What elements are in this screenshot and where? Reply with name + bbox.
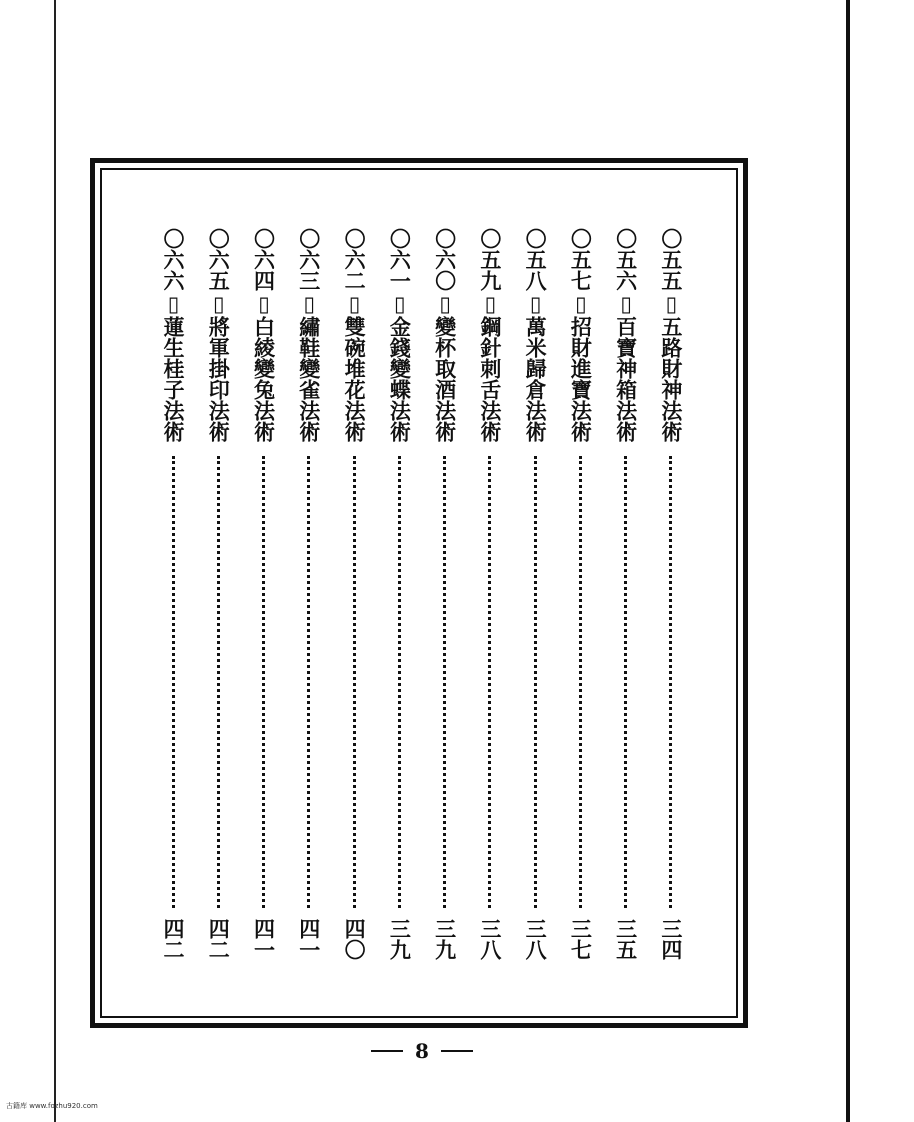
dot-leader (669, 456, 672, 908)
dot-leader (579, 456, 582, 908)
watermark: 古籍库 www.fozhu920.com (6, 1102, 98, 1110)
toc-entry-number: 〇五六 (613, 228, 639, 291)
toc-entry (200, 228, 236, 968)
toc-entry-number: 〇六〇 (432, 228, 458, 291)
dot-leader (172, 456, 175, 908)
dot-leader (443, 456, 446, 908)
page-number-dash-right (441, 1050, 473, 1052)
page-number-dash-left (371, 1050, 403, 1052)
dot-leader (398, 456, 401, 908)
toc-entry-title: 〇五八▯萬米歸倉法術 (523, 228, 549, 442)
toc-entry-page: 三九 (432, 918, 458, 960)
toc-entry-page: 四〇 (342, 918, 368, 960)
toc-entry-number: 〇六二 (342, 228, 368, 291)
toc-entry-label: 變杯取酒法術 (432, 316, 458, 442)
dot-leader (534, 456, 537, 908)
dot-leader (262, 456, 265, 908)
toc-entry (562, 228, 598, 968)
toc-entry-number: 〇六五 (206, 228, 232, 291)
toc-entry-label: 五路財神法術 (658, 316, 684, 442)
toc-entry-title: 〇六三▯繡鞋變雀法術 (296, 228, 322, 442)
toc-entry-title: 〇六六▯蓮生桂子法術 (161, 228, 186, 442)
toc-entry (291, 228, 327, 968)
toc-entry-number: 〇五七 (568, 228, 594, 291)
toc-entry-page: 三七 (568, 918, 594, 960)
toc-entry-number: 〇五九 (477, 228, 503, 291)
dot-leader (624, 456, 627, 908)
toc-entry-title: 〇六四▯白綾變兔法術 (251, 228, 277, 442)
toc-entry-number: 〇六六 (161, 228, 186, 291)
dot-leader (217, 456, 220, 908)
toc-entry-label: 招財進寶法術 (568, 316, 594, 442)
toc-entry (427, 228, 463, 968)
page-number-footer (357, 1038, 487, 1064)
toc-entry-page: 三八 (477, 918, 503, 960)
toc-entry (517, 228, 553, 968)
toc-entry-title: 〇五六▯百寶神箱法術 (613, 228, 639, 442)
dot-leader (307, 456, 310, 908)
toc-entry (381, 228, 417, 968)
toc-entry-title: 〇六五▯將軍掛印法術 (206, 228, 232, 442)
toc-entry-number: 〇五五 (658, 228, 684, 291)
toc-entry (336, 228, 372, 968)
toc-entry-title: 〇五五▯五路財神法術 (658, 228, 684, 442)
toc-entry-title: 〇六〇▯變杯取酒法術 (432, 228, 458, 442)
toc-entry-page: 四一 (251, 918, 277, 960)
toc-entry-number: 〇六一 (387, 228, 413, 291)
toc-entry-title: 〇五七▯招財進寶法術 (568, 228, 594, 442)
left-margin-rule (54, 0, 56, 1122)
toc-entry (472, 228, 508, 968)
toc-entry-label: 百寶神箱法術 (613, 316, 639, 442)
toc-entry (246, 228, 282, 968)
toc-entry-page: 三九 (387, 918, 413, 960)
toc-entry (653, 228, 689, 968)
toc-entry-number: 〇六四 (251, 228, 277, 291)
page-number: 8 (415, 1039, 429, 1063)
toc-entry (608, 228, 644, 968)
toc-entry-label: 蓮生桂子法術 (161, 316, 186, 442)
toc-entry-label: 白綾變兔法術 (251, 316, 277, 442)
toc-entry-page: 三八 (523, 918, 549, 960)
toc-entry (155, 228, 191, 968)
toc-entry-page: 三四 (658, 918, 684, 960)
right-margin-rule (846, 0, 850, 1122)
toc-entry-page: 四二 (161, 918, 186, 960)
toc-entry-label: 萬米歸倉法術 (523, 316, 549, 442)
toc-entry-number: 〇五八 (523, 228, 549, 291)
toc-entry-title: 〇五九▯鋼針刺舌法術 (477, 228, 503, 442)
toc-entry-page: 四二 (206, 918, 232, 960)
toc-entry-page: 四一 (296, 918, 322, 960)
dot-leader (353, 456, 356, 908)
toc-entry-page: 三五 (613, 918, 639, 960)
dot-leader (488, 456, 491, 908)
toc-entry-label: 鋼針刺舌法術 (477, 316, 503, 442)
table-of-contents (155, 228, 689, 968)
toc-entry-label: 雙碗堆花法術 (342, 316, 368, 442)
toc-entry-title: 〇六二▯雙碗堆花法術 (342, 228, 368, 442)
toc-entry-title: 〇六一▯金錢變蝶法術 (387, 228, 413, 442)
toc-entry-label: 繡鞋變雀法術 (296, 316, 322, 442)
toc-entry-label: 將軍掛印法術 (206, 316, 232, 442)
toc-entry-label: 金錢變蝶法術 (387, 316, 413, 442)
toc-entry-number: 〇六三 (296, 228, 322, 291)
